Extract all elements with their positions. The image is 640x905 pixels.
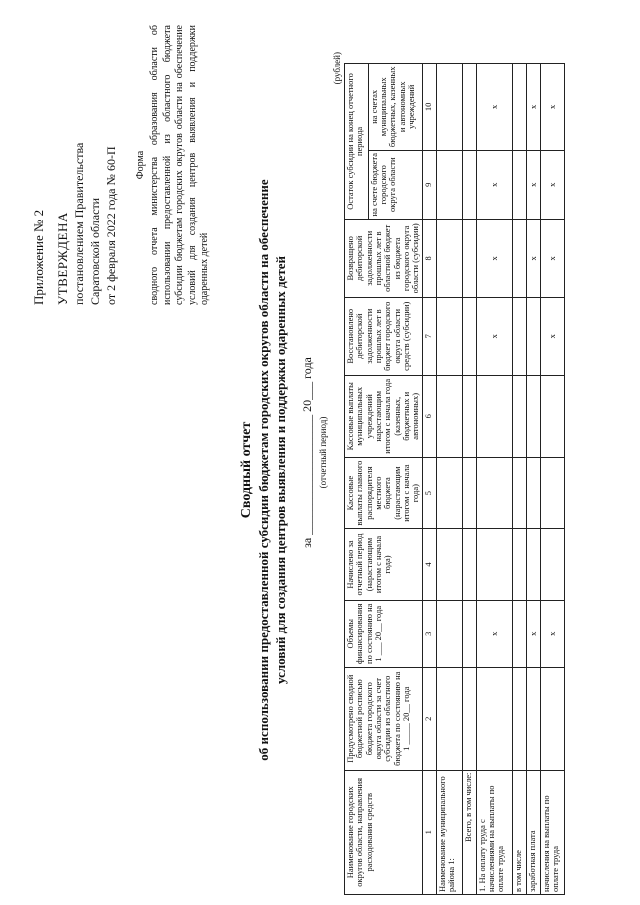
table-cell [462,64,476,151]
table-cell: х [526,219,540,297]
table-cell: х [526,64,540,151]
table-cell [540,667,564,770]
table-row [476,64,512,895]
header-cell: Кассовые выплаты главного распорядителя местного бюджета (нарастающим итогом с начала года) [345,457,423,528]
column-number: 3 [422,600,436,667]
table-row [436,64,462,895]
table-cell: х [540,219,564,297]
table-cell [436,529,462,600]
units-label: (рублей) [332,52,342,85]
column-number-row [422,64,436,895]
header-cell: Начислено за отчетный период (нарастающим итогом с начала года) [345,529,423,600]
table-row [540,64,564,895]
table-cell [476,375,512,457]
table-cell [462,297,476,375]
table-cell [462,529,476,600]
table-cell [436,667,462,770]
title-line-3: условий для создания центров выявления и поддержки одаренных детей [273,256,289,684]
table-cell [476,529,512,600]
title-line-2: об использовании предоставленной субсидии бюджетам городских округов области на обеспечение [256,179,272,761]
column-number: 8 [422,219,436,297]
row-label: начисления на выплаты по оплате труда [540,770,564,894]
table-cell [540,375,564,457]
table-cell [540,529,564,600]
table-cell: х [476,219,512,297]
period-line: за ____________________ 20___ года [300,357,314,548]
table-cell [462,667,476,770]
title-line-1: Сводный отчет [239,421,254,519]
table-cell [436,64,462,151]
row-label: Наименование муниципального района 1: [436,770,462,894]
header-cell: на счетах муниципальных бюджетных, казенных и автономных учреждений [368,64,422,151]
table-cell [476,667,512,770]
table-cell [512,297,526,375]
table-cell [462,219,476,297]
approval-line-1: постановлением Правительства [72,142,87,305]
table-cell [436,219,462,297]
table-cell [526,529,540,600]
table-cell [512,457,526,528]
column-number: 9 [422,150,436,219]
table-cell: х [526,600,540,667]
table-cell [462,600,476,667]
header-cell: Восстановлено дебиторской задолженности прошлых лет в бюджет городского округа области средств (субсидии) [345,297,423,375]
table-cell: х [476,150,512,219]
table-cell [512,375,526,457]
table-cell [462,375,476,457]
report-title [238,65,290,875]
table-cell [512,529,526,600]
form-label: Форма [134,150,146,180]
table-cell [436,297,462,375]
table-cell [512,219,526,297]
table-cell: х [476,600,512,667]
table-cell [526,457,540,528]
report-table [344,63,565,895]
table-cell: х [540,297,564,375]
table-header-row-1 [345,64,369,895]
row-label: Всего, в том числе: [462,770,476,894]
approval-line-2: Саратовской области [88,197,103,305]
table-cell [512,150,526,219]
table-cell: х [476,297,512,375]
header-cell: на счете бюджета городского округа области [368,150,422,219]
table-cell [526,667,540,770]
header-cell: Кассовые выплаты муниципальных учреждений нарастающим итогом с начала года (казенных, бюджетных и автономных) [345,375,423,457]
approved-label: УТВЕРЖДЕНА [54,212,70,305]
column-number: 7 [422,297,436,375]
approval-block [30,25,212,305]
table-cell: х [526,150,540,219]
table-cell [476,457,512,528]
row-label: заработная плата [526,770,540,894]
row-label: 1. На оплату труда с начислениями на выплаты по оплате труда [476,770,512,894]
row-label: в том числе [512,770,526,894]
column-number: 6 [422,375,436,457]
period-caption: (отчетный период) [318,416,328,489]
header-cell-group: Остаток субсидии на конец отчетного периода [345,64,369,220]
table-cell [512,667,526,770]
table-row [526,64,540,895]
column-number: 1 [422,770,436,894]
table-cell [462,150,476,219]
table-cell [526,375,540,457]
table-cell [462,457,476,528]
table-cell [526,297,540,375]
form-description: сводного отчета министерства образования области об использовании предоставленной из областного бюджета субсидии бюджетам городских округов области на обеспечение условий для создания центров выявления и поддержки одаренных детей [149,25,211,305]
header-cell: Возвращено дебиторской задолженности прошлых лет в областной бюджет из бюджета городского округа области (субсидии) [345,219,423,297]
header-cell: Объемы финансирования по состоянию на 1 ___ 20__ года [345,600,423,667]
table-cell: х [540,600,564,667]
table-cell [436,375,462,457]
column-number: 5 [422,457,436,528]
column-number: 4 [422,529,436,600]
table-cell [512,64,526,151]
table-cell: х [540,150,564,219]
appendix-number: Приложение № 2 [31,209,46,305]
column-number: 2 [422,667,436,770]
table-cell [512,600,526,667]
table-cell [436,600,462,667]
column-number: 10 [422,64,436,151]
header-cell: Предусмотрено сводной бюджетной росписью бюджета городского округа области за счет субсидии из областного бюджета по состоянию на 1 _____ 20__ года [345,667,423,770]
table-cell [540,457,564,528]
table-row [512,64,526,895]
approval-line-3: от 2 февраля 2022 года № 60-П [104,146,119,305]
table-cell: х [476,64,512,151]
table-row [462,64,476,895]
table-cell [436,150,462,219]
header-cell: Наименование городских округов области, направления расходования средств [345,770,423,894]
table-cell [436,457,462,528]
table-cell: х [540,64,564,151]
